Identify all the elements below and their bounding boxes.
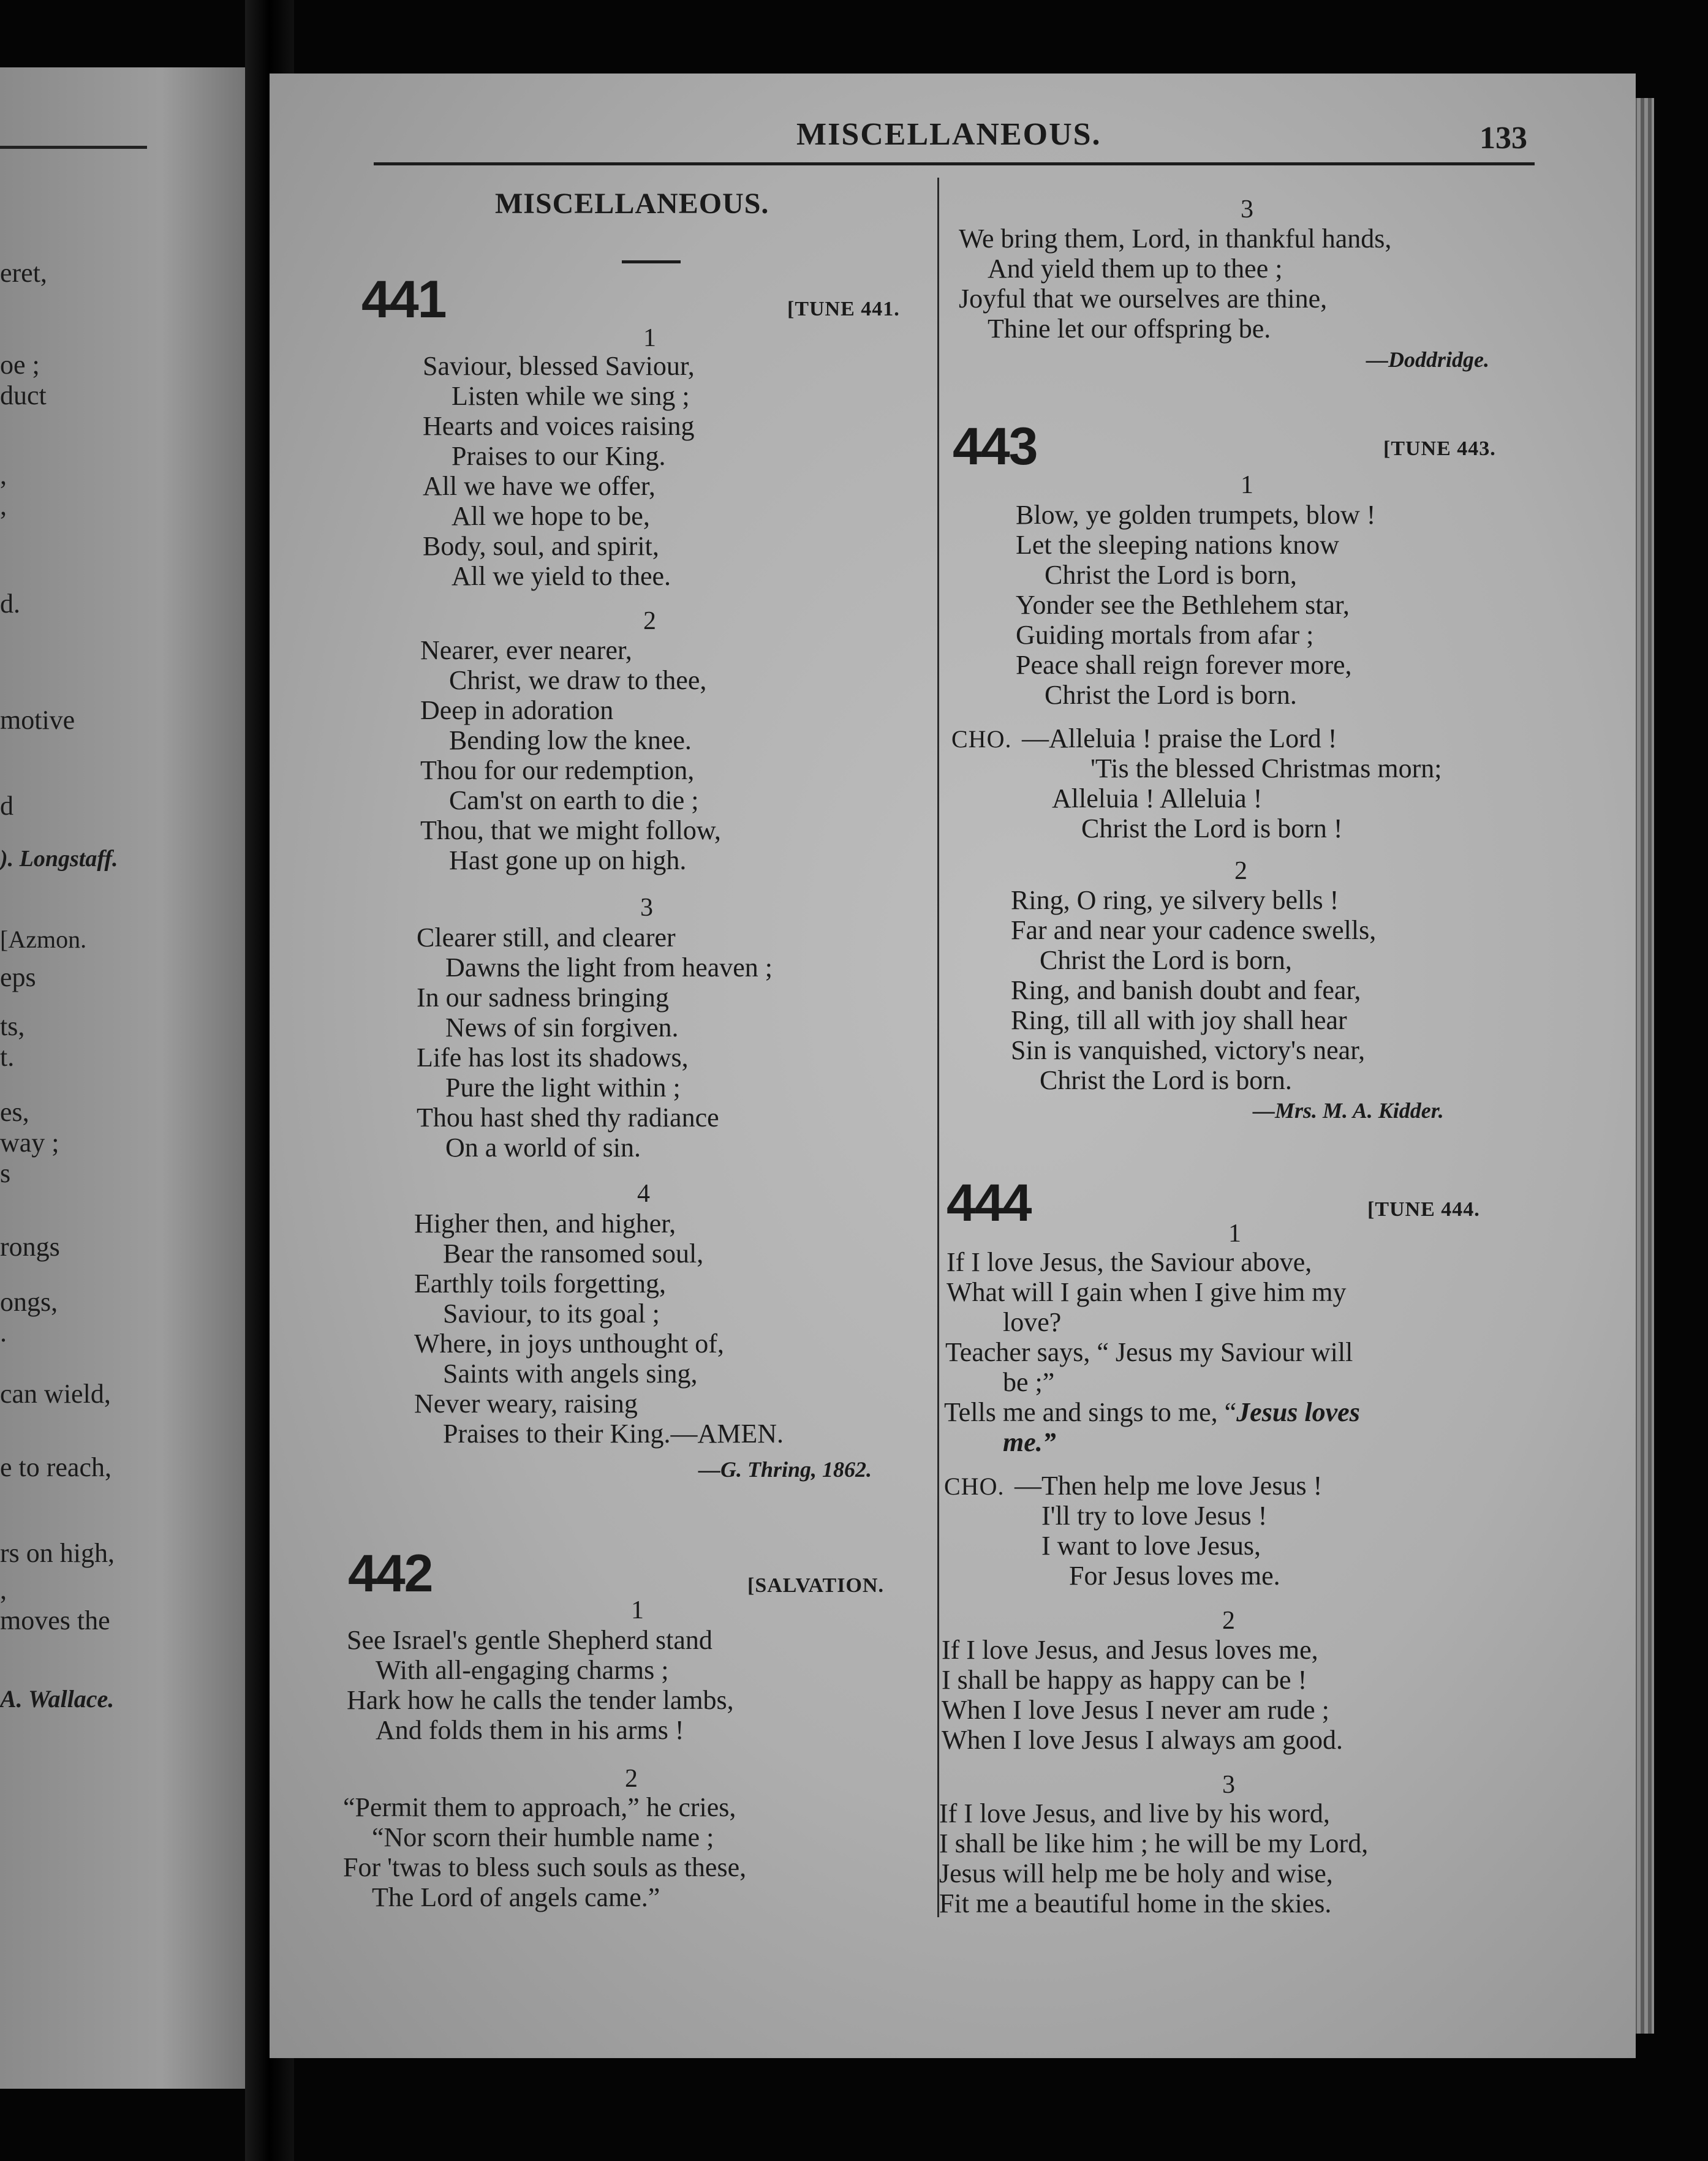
verse-line: me.” [1003, 1427, 1056, 1457]
hymn-number: 444 [947, 1174, 1031, 1232]
verse-line: Ring, O ring, ye silvery bells ! [1011, 885, 1339, 915]
verse-number: 3 [1241, 195, 1253, 224]
verse-line: Thou for our redemption, [420, 755, 695, 785]
chorus-line: I'll try to love Jesus ! [1041, 1501, 1268, 1531]
left-fragment: oe ; [0, 350, 40, 380]
left-fragment: ongs, [0, 1287, 58, 1317]
verse-line: Where, in joys unthought of, [414, 1329, 724, 1359]
verse-line: Ring, till all with joy shall hear [1011, 1005, 1347, 1035]
left-fragment: , [0, 491, 7, 521]
verse-line: Thou, that we might follow, [420, 815, 721, 845]
left-fragment: t. [0, 1042, 15, 1072]
hymn-author: —G. Thring, 1862. [698, 1457, 872, 1482]
verse-line: If I love Jesus, and live by his word, [939, 1798, 1330, 1828]
chorus-line: —Alleluia ! praise the Lord ! [1022, 723, 1337, 753]
verse-line: Christ the Lord is born. [1040, 1065, 1292, 1095]
verse-line: Hast gone up on high. [449, 845, 687, 875]
verse-line: Bending low the knee. [449, 725, 692, 755]
left-fragment: s [0, 1158, 11, 1188]
verse-line: Thine let our offspring be. [988, 314, 1271, 344]
verse-line: Hark how he calls the tender lambs, [347, 1685, 734, 1715]
verse-line: Praises to our King. [452, 441, 666, 471]
verse-line: I shall be like him ; he will be my Lord, [939, 1828, 1369, 1858]
verse-line: Fit me a beautiful home in the skies. [939, 1888, 1332, 1918]
verse-line: Clearer still, and clearer [417, 922, 676, 952]
chorus-line: I want to love Jesus, [1041, 1531, 1261, 1561]
verse-line: Sin is vanquished, victory's near, [1011, 1035, 1366, 1065]
verse-line: Hearts and voices raising [423, 411, 695, 441]
running-title: MISCELLANEOUS. [796, 117, 1102, 152]
verse-line: “Nor scorn their humble name ; [372, 1822, 714, 1852]
verse-line: Blow, ye golden trumpets, blow ! [1016, 500, 1376, 530]
verse-line: See Israel's gentle Shepherd stand [347, 1625, 712, 1655]
verse-line: And folds them in his arms ! [376, 1715, 684, 1745]
verse-line: Earthly toils forgetting, [414, 1269, 667, 1299]
verse-number: 3 [1222, 1771, 1235, 1799]
verse-line: Guiding mortals from afar ; [1016, 620, 1314, 650]
verse-line: Christ the Lord is born. [1045, 680, 1297, 710]
verse-line: And yield them up to thee ; [988, 254, 1283, 284]
verse-line: I shall be happy as happy can be ! [942, 1665, 1307, 1695]
chorus-line: —Then help me love Jesus ! [1015, 1471, 1323, 1501]
left-fragment: rongs [0, 1232, 60, 1262]
tune-reference: [TUNE 441. [787, 298, 900, 320]
chorus-label: CHO. [951, 725, 1012, 753]
verse-line: Far and near your cadence swells, [1011, 915, 1377, 945]
left-fragment: A. Wallace. [0, 1685, 115, 1713]
verse-line: Saviour, to its goal ; [443, 1299, 660, 1329]
tune-reference: [TUNE 444. [1367, 1198, 1480, 1221]
left-fragment: ). Longstaff. [0, 846, 118, 872]
verse-line: Dawns the light from heaven ; [445, 952, 773, 982]
chorus-line: Christ the Lord is born ! [1081, 813, 1343, 843]
verse-line: Christ the Lord is born, [1040, 945, 1292, 975]
left-fragment: rs on high, [0, 1538, 115, 1568]
verse-line: If I love Jesus, and Jesus loves me, [942, 1635, 1318, 1665]
verse-number: 2 [625, 1765, 638, 1793]
left-fragment: ts, [0, 1011, 25, 1041]
left-fragment: eps [0, 962, 36, 992]
hymn-number: 443 [953, 417, 1037, 476]
chorus-label: CHO. [944, 1473, 1005, 1500]
verse-line: Saints with angels sing, [443, 1359, 698, 1389]
verse-line: Thou hast shed thy radiance [417, 1103, 719, 1133]
verse-line: Tells me and sings to me, “Jesus loves [944, 1397, 1360, 1427]
verse-line: Teacher says, “ Jesus my Saviour will [945, 1337, 1353, 1367]
verse-line: be ;” [1003, 1367, 1055, 1397]
verse-number: 2 [643, 607, 656, 635]
left-fragment: es, [0, 1097, 29, 1127]
verse-line: If I love Jesus, the Saviour above, [947, 1247, 1312, 1277]
verse-line: Life has lost its shadows, [417, 1043, 689, 1073]
verse-number: 1 [631, 1596, 644, 1624]
verse-line: Body, soul, and spirit, [423, 531, 659, 561]
verse-number: 2 [1234, 857, 1247, 885]
verse-number: 1 [643, 324, 656, 352]
previous-page-rule [0, 146, 147, 149]
verse-line: News of sin forgiven. [445, 1013, 679, 1043]
verse-line: The Lord of angels came.” [372, 1882, 660, 1912]
left-fragment: duct [0, 380, 47, 410]
left-fragment: [Azmon. [0, 926, 87, 953]
section-dash [622, 260, 681, 263]
verse-line: Christ the Lord is born, [1045, 560, 1297, 590]
tune-reference: [SALVATION. [747, 1574, 884, 1597]
chorus-line: For Jesus loves me. [1069, 1561, 1280, 1591]
verse-line: Peace shall reign forever more, [1016, 650, 1352, 680]
left-fragment: d [0, 791, 13, 821]
left-fragment: d. [0, 589, 20, 619]
previous-page-fragment [0, 67, 270, 2089]
verse-number: 4 [637, 1180, 650, 1208]
verse-line: Never weary, raising [414, 1389, 638, 1419]
verse-line: We bring them, Lord, in thankful hands, [959, 224, 1392, 254]
verse-line: Jesus will help me be holy and wise, [939, 1858, 1333, 1888]
hymn-number: 442 [348, 1544, 433, 1603]
verse-line: For 'twas to bless such souls as these, [343, 1852, 747, 1882]
verse-line: Nearer, ever nearer, [420, 635, 632, 665]
hymn-number: 441 [361, 270, 446, 329]
verse-line: Bear the ransomed soul, [443, 1239, 704, 1269]
verse-line: Praises to their King.—AMEN. [443, 1419, 784, 1449]
page-number: 133 [1479, 121, 1527, 156]
verse-line: All we have we offer, [423, 471, 656, 501]
verse-line: When I love Jesus I never am rude ; [942, 1695, 1329, 1725]
hymn-author: —Doddridge. [1366, 347, 1489, 372]
verse-line: Joyful that we ourselves are thine, [959, 284, 1328, 314]
verse-line: Yonder see the Bethlehem star, [1016, 590, 1350, 620]
left-fragment: can wield, [0, 1379, 111, 1409]
left-fragment: , [0, 1575, 7, 1605]
header-rule [374, 162, 1535, 165]
verse-line: love? [1003, 1307, 1062, 1337]
section-title: MISCELLANEOUS. [495, 187, 769, 220]
verse-line: With all-engaging charms ; [376, 1655, 669, 1685]
verse-number: 1 [1228, 1220, 1241, 1248]
left-fragment: way ; [0, 1128, 59, 1158]
left-fragment: , [0, 460, 7, 490]
verse-line: Cam'st on earth to die ; [449, 785, 699, 815]
left-fragment: moves the [0, 1605, 110, 1635]
tune-reference: [TUNE 443. [1383, 437, 1496, 460]
hymn-author: —Mrs. M. A. Kidder. [1253, 1098, 1444, 1123]
verse-line: When I love Jesus I always am good. [942, 1725, 1343, 1755]
verse-number: 3 [640, 894, 653, 922]
chorus-line: Alleluia ! Alleluia ! [1052, 783, 1263, 813]
left-fragment: . [0, 1318, 7, 1348]
verse-line: Ring, and banish doubt and fear, [1011, 975, 1361, 1005]
left-fragment: eret, [0, 258, 47, 288]
verse-line: In our sadness bringing [417, 982, 669, 1013]
verse-line: Saviour, blessed Saviour, [423, 351, 695, 381]
verse-line: What will I gain when I give him my [947, 1277, 1347, 1307]
verse-number: 1 [1241, 471, 1253, 499]
verse-line: Pure the light within ; [445, 1073, 681, 1103]
verse-line: All we hope to be, [452, 501, 650, 531]
verse-line: Higher then, and higher, [414, 1209, 676, 1239]
verse-line: On a world of sin. [445, 1133, 641, 1163]
verse-line: All we yield to thee. [452, 561, 671, 591]
verse-line: Let the sleeping nations know [1016, 530, 1339, 560]
verse-line: Christ, we draw to thee, [449, 665, 707, 695]
verse-line: Deep in adoration [420, 695, 614, 725]
verse-number: 2 [1222, 1607, 1235, 1635]
verse-line: Listen while we sing ; [452, 381, 690, 411]
column-divider [937, 178, 939, 1917]
left-fragment: motive [0, 705, 75, 735]
chorus-line: 'Tis the blessed Christmas morn; [1090, 753, 1442, 783]
left-fragment: e to reach, [0, 1452, 111, 1482]
verse-line: “Permit them to approach,” he cries, [343, 1792, 736, 1822]
